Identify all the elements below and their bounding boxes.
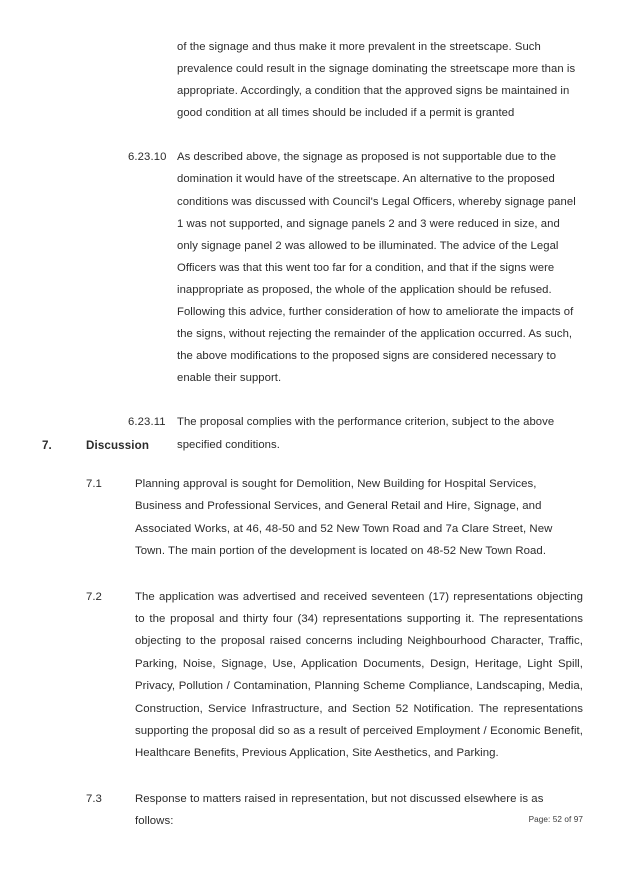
paragraph-text: Planning approval is sought for Demolition, New Building for Hospital Services, Business and Professional Services, and General Retail and Hire, Signage, and Associated Works, at 46, 48-50 and 52 New Town Road and 7a Clare Street, New Town. The main portion of the development is located on 48-52 New Town Road. bbox=[135, 478, 553, 558]
clause-number: 6.23.10 bbox=[128, 151, 167, 164]
section-number: 7. bbox=[42, 439, 52, 452]
page-footer: Page: 52 of 97 bbox=[528, 815, 583, 824]
clause-text: As described above, the signage as proposed is not supportable due to the domination it would have of the streetscape. An alternative to the proposed conditions was discussed with Council's Legal Officers, whereby signage panel 1 was not supported, and signage panels 2 and 3 were reduced in size, and only signage panel 2 was allowed to be illuminated. The advice of the Legal Officers was that this went too far for a condition, and that if the signs were inappropriate as proposed, the whole of the application should be refused. Following this advice, further consideration of how to ameliorate the impacts of the signs, without rejecting the remainder of the application occurred. As such, the above modifications to the proposed signs are considered necessary to enable their support. bbox=[177, 151, 576, 385]
section-heading-discussion bbox=[42, 437, 582, 455]
paragraph-number: 7.2 bbox=[86, 590, 102, 603]
paragraph-text: Response to matters raised in representation, but not discussed elsewhere is as follows: bbox=[135, 792, 544, 828]
paragraph-7-2 bbox=[86, 586, 583, 765]
paragraph-7-1 bbox=[86, 473, 583, 563]
clause-text: of the signage and thus make it more prevalent in the streetscape. Such prevalence could result in the signage dominating the streetscape more than is appropriate. Accordingly, a condition that the approved signs be maintained in good condition at all times should be included if a permit is granted bbox=[177, 41, 576, 120]
clause-block bbox=[128, 36, 580, 456]
paragraph-block bbox=[86, 473, 583, 833]
paragraph-number: 7.1 bbox=[86, 478, 102, 490]
clause-6-23-10 bbox=[128, 146, 580, 389]
section-title: Discussion bbox=[86, 439, 150, 452]
paragraph-text: The application was advertised and received seventeen (17) representations objecting to the proposal and thirty four (34) representations supporting it. The representations objecting to the proposal raised concerns including Neighbourhood Character, Traffic, Parking, Noise, Signage, Use, Application Documents, Design, Heritage, Light Spill, Privacy, Pollution / Contamination, Planning Scheme Compliance, Landscaping, Media, Construction, Service Infrastructure, and Section 52 Notification. The representations supporting the proposal did so as a result of perceived Employment / Economic Benefit, Healthcare Benefits, Previous Application, Site Aesthetics, and Parking. bbox=[135, 590, 583, 760]
clause-continuation bbox=[128, 36, 580, 124]
paragraph-7-3 bbox=[86, 788, 583, 833]
clause-text: The proposal complies with the performance criterion, subject to the above specified conditions. bbox=[177, 416, 555, 451]
paragraph-number: 7.3 bbox=[86, 792, 102, 805]
clause-number: 6.23.11 bbox=[128, 416, 166, 429]
